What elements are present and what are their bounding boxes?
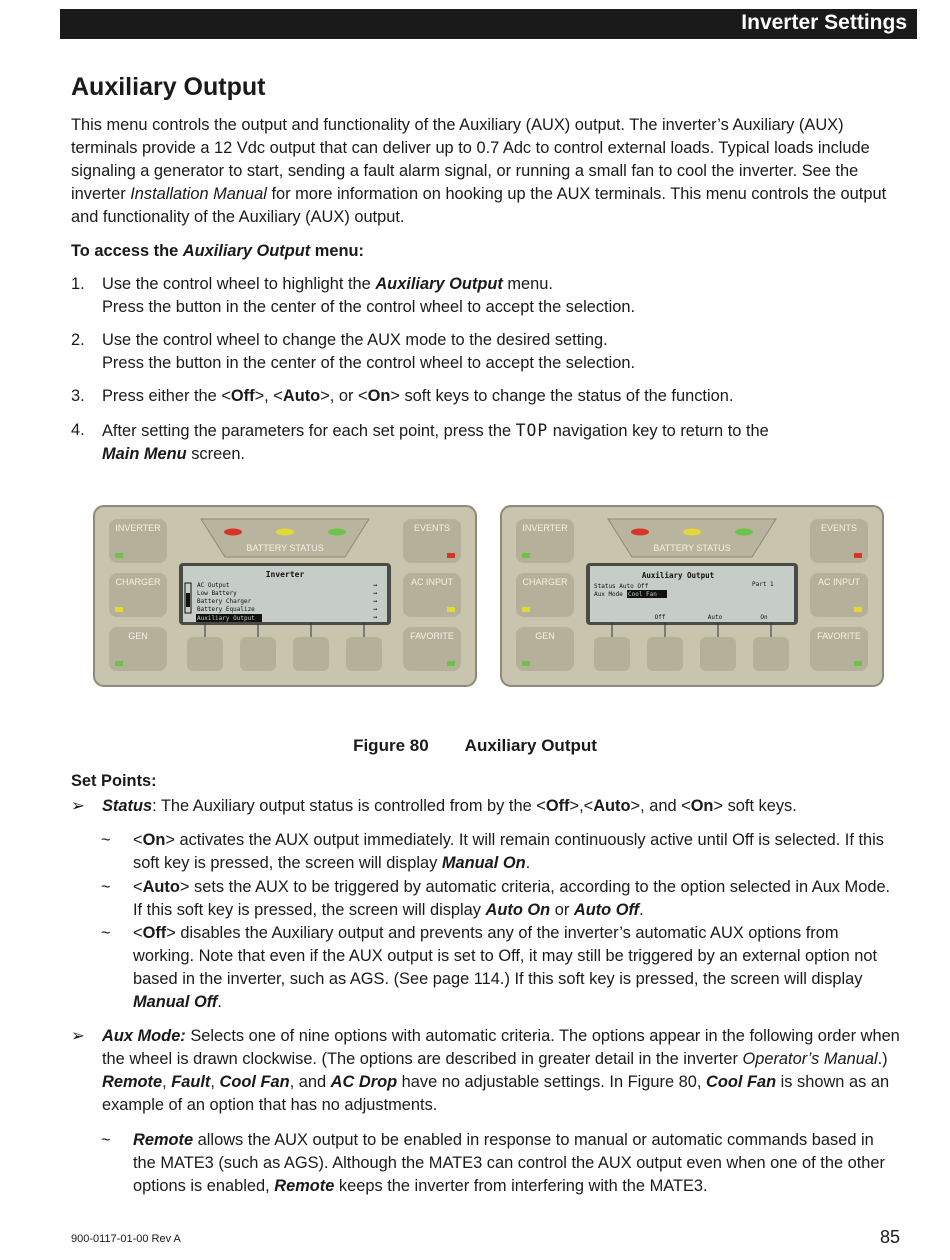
- svg-text:INVERTER: INVERTER: [115, 523, 161, 533]
- led-green: [328, 529, 346, 536]
- figure-number: Figure 80: [353, 736, 429, 755]
- lcd-menu-item: Battery Equalize: [197, 606, 255, 613]
- mate3-panel-auxiliary-output: [500, 505, 884, 687]
- section-header-title: Inverter Settings: [741, 11, 907, 34]
- softkey-label-on: On: [760, 614, 768, 621]
- favorite-led: [447, 661, 455, 666]
- svg-text:CHARGER: CHARGER: [522, 577, 568, 587]
- svg-text:→: →: [373, 589, 378, 597]
- battery-status-label: BATTERY STATUS: [653, 543, 731, 553]
- svg-text:→: →: [373, 597, 378, 605]
- svg-text:CHARGER: CHARGER: [115, 577, 161, 587]
- led-yellow: [276, 529, 294, 536]
- gen-led: [115, 661, 123, 666]
- soft-key-2[interactable]: [240, 637, 276, 671]
- soft-key-3[interactable]: [700, 637, 736, 671]
- inverter-led: [115, 553, 123, 558]
- manual-reference: Installation Manual: [130, 185, 267, 203]
- charger-led: [115, 607, 123, 612]
- svg-text:EVENTS: EVENTS: [820, 523, 858, 533]
- svg-text:EVENTS: EVENTS: [413, 523, 451, 533]
- softkey-label-auto: Auto: [707, 614, 723, 621]
- svg-text:INVERTER: INVERTER: [522, 523, 568, 533]
- soft-key-1[interactable]: [187, 637, 223, 671]
- svg-text:FAVORITE: FAVORITE: [817, 631, 861, 641]
- lcd-menu-item: AC Output: [197, 582, 230, 589]
- inverter-led: [522, 553, 530, 558]
- svg-text:AC INPUT: AC INPUT: [410, 577, 454, 587]
- ac-input-led: [447, 607, 455, 612]
- lcd-menu-item-selected: Auxiliary Output: [197, 615, 255, 622]
- lcd-title: Auxiliary Output: [641, 571, 715, 580]
- led-red: [631, 529, 649, 536]
- led-yellow: [683, 529, 701, 536]
- svg-text:→: →: [373, 613, 378, 621]
- mate3-panel-inverter-menu: [93, 505, 477, 687]
- soft-key-2[interactable]: [647, 637, 683, 671]
- page-title: Auxiliary Output: [71, 73, 266, 101]
- arrow-bullet-icon: ➢: [71, 797, 85, 815]
- intro-paragraph: This menu controls the output and functionality of the Auxiliary (AUX) output. The inverter’s Auxiliary (AUX) terminals provide a 12 Vdc output that can deliver up to 0.7 Adc to control external loads. Typical loads include signaling a generator to start, sending a fault alarm signal, or running a small fan to cool the inverter. See the inverter Installation Manual for more information on hooking up the AUX terminals. This menu controls the output and functionality of the Auxiliary (AUX) output.: [71, 116, 887, 226]
- figure-caption: [0, 736, 950, 756]
- led-red: [224, 529, 242, 536]
- events-led: [854, 553, 862, 558]
- lcd-mode-label: Aux Mode: [594, 591, 623, 598]
- arrow-bullet-icon: ➢: [71, 1027, 85, 1045]
- top-key-label: TOP: [515, 421, 549, 440]
- document-id: 900-0117-01-00 Rev A: [71, 1233, 181, 1245]
- soft-key-4[interactable]: [346, 637, 382, 671]
- battery-status-label: BATTERY STATUS: [246, 543, 324, 553]
- figure-title: Auxiliary Output: [464, 736, 597, 755]
- soft-key-1[interactable]: [594, 637, 630, 671]
- lcd-menu-item: Battery Charger: [197, 598, 252, 605]
- softkey-label-off: Off: [654, 614, 666, 621]
- lcd-status-line: Status Auto Off: [594, 583, 649, 590]
- lcd-part: Part 1: [752, 581, 774, 588]
- svg-text:FAVORITE: FAVORITE: [410, 631, 454, 641]
- page-number: 85: [880, 1227, 901, 1247]
- section-header-bar: [60, 9, 917, 39]
- setpoints-heading: Set Points:: [71, 772, 157, 790]
- svg-text:GEN: GEN: [535, 631, 555, 641]
- lcd-title: Inverter: [265, 570, 305, 579]
- events-led: [447, 553, 455, 558]
- lcd-menu-item: Low Battery: [197, 590, 237, 597]
- svg-text:→: →: [373, 605, 378, 613]
- led-green: [735, 529, 753, 536]
- svg-text:→: →: [373, 581, 378, 589]
- access-heading: To access the Auxiliary Output menu:: [71, 242, 364, 260]
- svg-text:AC INPUT: AC INPUT: [817, 577, 861, 587]
- soft-key-4[interactable]: [753, 637, 789, 671]
- charger-led: [522, 607, 530, 612]
- gen-led: [522, 661, 530, 666]
- soft-key-3[interactable]: [293, 637, 329, 671]
- ac-input-led: [854, 607, 862, 612]
- lcd-mode-value: Cool Fan: [628, 591, 657, 598]
- favorite-led: [854, 661, 862, 666]
- svg-text:GEN: GEN: [128, 631, 148, 641]
